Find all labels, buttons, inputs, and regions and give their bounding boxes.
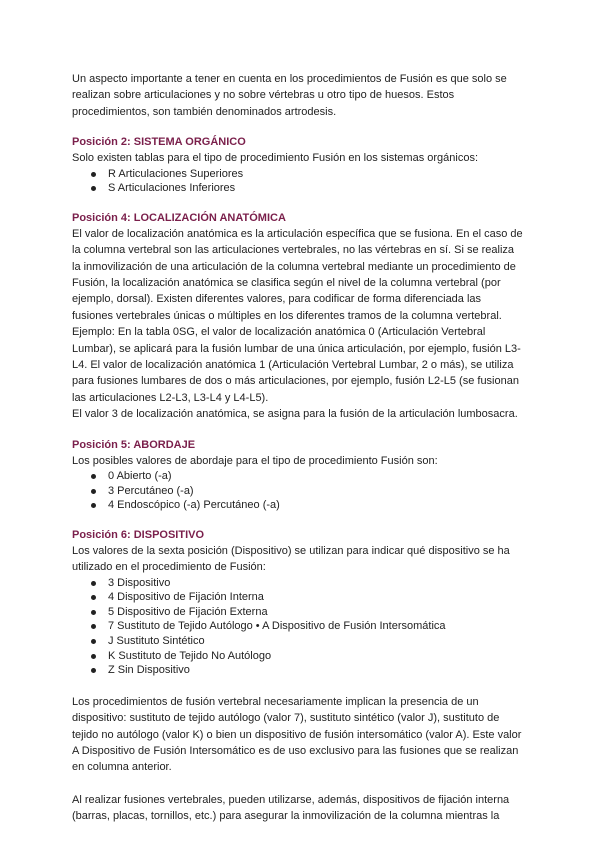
list-item: 4 Dispositivo de Fijación Interna <box>108 590 524 605</box>
list-item: 3 Percutáneo (-a) <box>108 484 524 499</box>
section-text: Los posibles valores de abordaje para el tipo de procedimiento Fusión son: <box>72 454 438 467</box>
section-text: Los valores de la sexta posición (Dispositivo) se utilizan para indicar qué dispositivo se ha utilizado en el procedimiento de Fusión: <box>72 544 510 574</box>
list-item: 5 Dispositivo de Fijación Externa <box>108 605 524 620</box>
list-item: J Sustituto Sintético <box>108 634 524 649</box>
intro-paragraph: Un aspecto importante a tener en cuenta en los procedimientos de Fusión es que solo se realizan sobre articulaciones y no sobre vértebras u otro tipo de huesos. Estos procedimientos, son también denominados artrodesis. <box>72 73 507 118</box>
section-localizacion-anatomica <box>72 210 524 423</box>
list-item: Z Sin Dispositivo <box>108 663 524 678</box>
section-sistema-organico <box>72 134 524 196</box>
list-item: 0 Abierto (-a) <box>108 469 524 484</box>
section-abordaje <box>72 437 524 513</box>
section-title: Posición 5: ABORDAJE <box>72 438 196 451</box>
bullet-list <box>72 167 524 196</box>
list-item: 3 Dispositivo <box>108 576 524 591</box>
paragraph-dispositivos: Los procedimientos de fusión vertebral necesariamente implican la presencia de un dispositivo: sustituto de tejido autólogo (valor 7), sustituto sintético (valor J), sustituto de tejido no autólogo (valor K) o bien un dispositivo de fusión intersomático (valor A). Este valor A Dispositivo de Fusión Intersomático es de uso exclusivo para las fusiones que se realizan en columna anterior. <box>72 695 522 774</box>
section-title: Posición 2: SISTEMA ORGÁNICO <box>72 136 246 149</box>
section-title: Posición 6: DISPOSITIVO <box>72 528 205 541</box>
list-item: R Articulaciones Superiores <box>108 167 524 182</box>
paragraph-fijacion: Al realizar fusiones vertebrales, pueden utilizarse, además, dispositivos de fijación interna (barras, placas, tornillos, etc.) para asegurar la inmovilización de la columna mientras la <box>72 793 510 823</box>
list-item: S Articulaciones Inferiores <box>108 181 524 196</box>
section-text: Solo existen tablas para el tipo de procedimiento Fusión en los sistemas orgánicos: <box>72 152 479 165</box>
section-text-2: El valor 3 de localización anatómica, se asigna para la fusión de la articulación lumbosacra. <box>72 408 518 421</box>
section-text: El valor de localización anatómica es la articulación específica que se fusiona. En el caso de la columna vertebral son las articulaciones vertebrales, no las vértebras en sí. Si se realiza la inmovilización de una articulación de la columna vertebral mediante un procedimiento de Fusión, la localización anatómica se clasifica según el nivel de la columna vertebral (por ejemplo, dorsal). Existen diferentes valores, para codificar de forma diferenciada las fusiones vertebrales únicas o múltiples en los diferentes tramos de la columna vertebral. Ejemplo: En la tabla 0SG, el valor de localización anatómica 0 (Articulación Vertebral Lumbar), se aplicará para la fusión lumbar de una única articulación, por ejemplo, fusión L3-L4. El valor de localización anatómica 1 (Articulación Vertebral Lumbar, 2 o más), se utiliza para fusiones lumbares de dos o más articulaciones, por ejemplo, fusión L2-L5 (se fusionan las articulaciones L2-L3, L3-L4 y L4-L5). <box>72 227 523 404</box>
bullet-list <box>72 469 524 513</box>
section-title: Posición 4: LOCALIZACIÓN ANATÓMICA <box>72 211 286 224</box>
list-item: 4 Endoscópico (-a) Percutáneo (-a) <box>108 498 524 513</box>
list-item: K Sustituto de Tejido No Autólogo <box>108 649 524 664</box>
bullet-list <box>72 576 524 678</box>
section-dispositivo <box>72 527 524 678</box>
list-item: 7 Sustituto de Tejido Autólogo • A Dispositivo de Fusión Intersomática <box>108 619 524 634</box>
